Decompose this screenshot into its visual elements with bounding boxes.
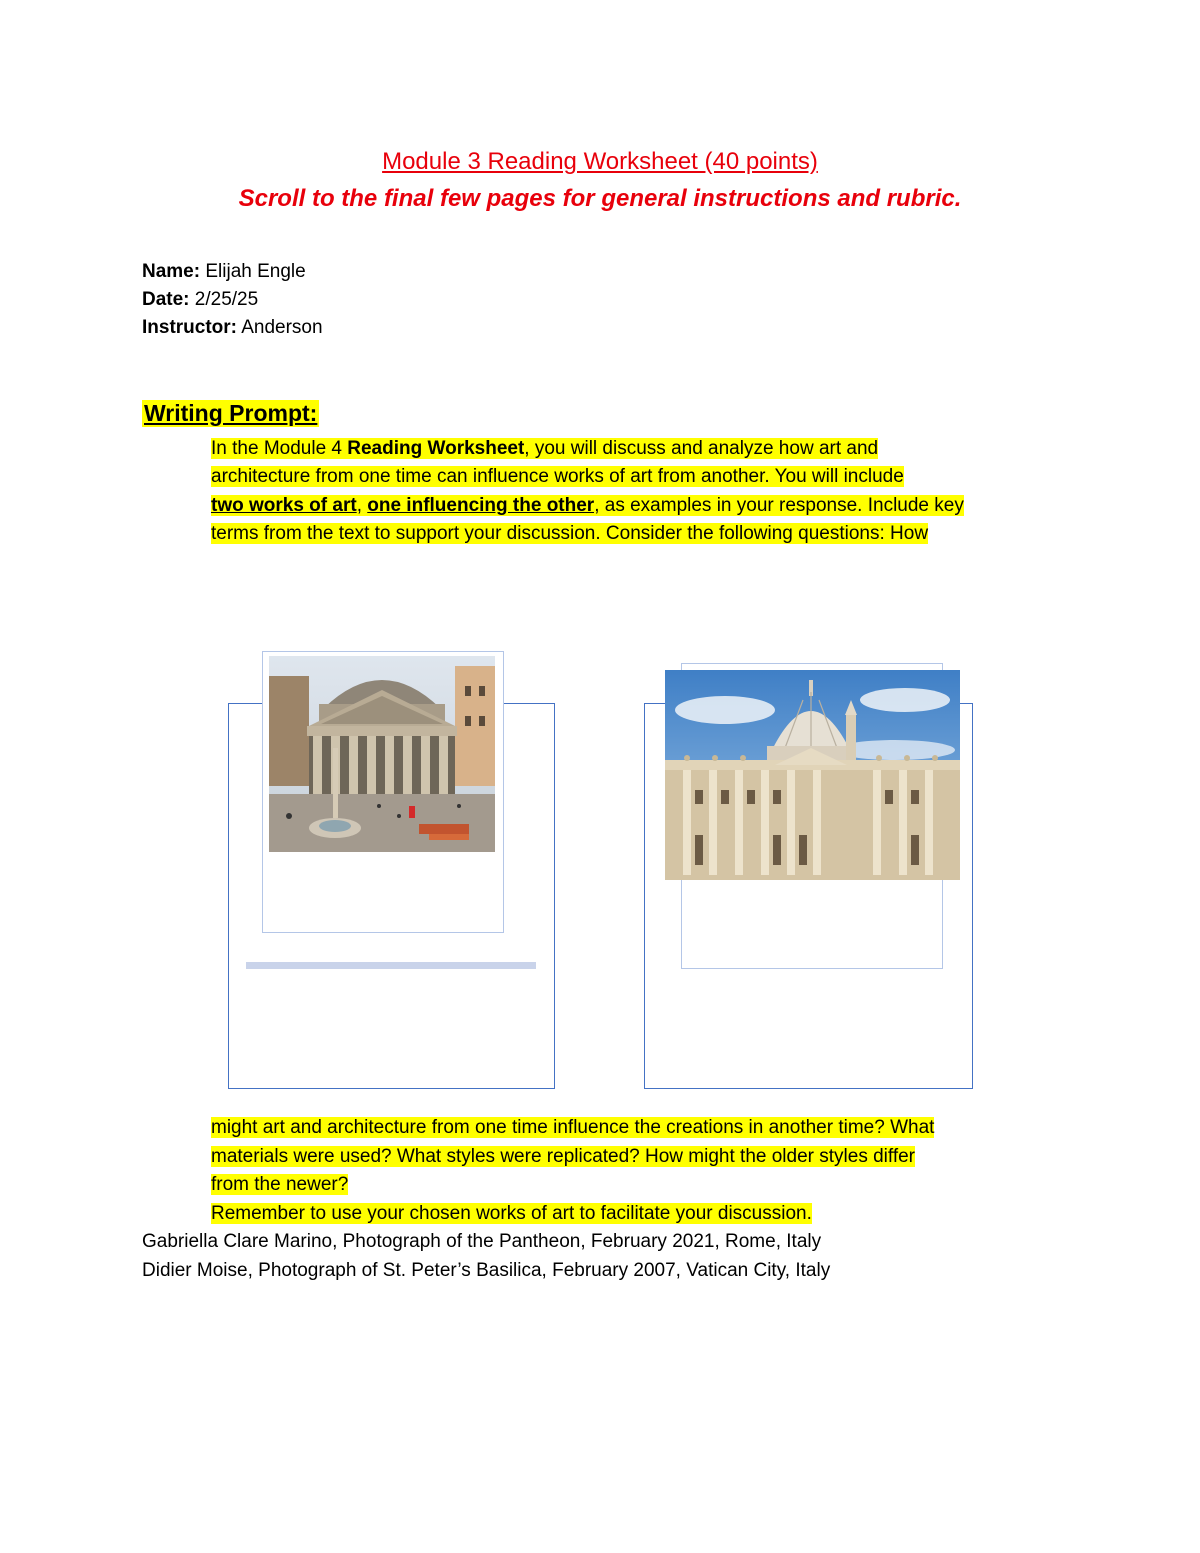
- prompt-text: from the newer?: [211, 1174, 349, 1195]
- prompt-line-2: [211, 463, 904, 491]
- prompt-text: architecture from one time can influence works of art from another. You will include: [211, 466, 904, 487]
- left-shadow-bar: [246, 962, 536, 969]
- writing-prompt-heading: Writing Prompt:: [144, 400, 318, 426]
- prompt-bold-text: one influencing the other: [367, 495, 595, 516]
- citation-pantheon: Gabriella Clare Marino, Photograph of the Pantheon, February 2021, Rome, Italy: [142, 1231, 822, 1252]
- prompt-text: might art and architecture from one time influence the creations in another time? What: [211, 1117, 935, 1138]
- prompt-text: , as examples in your response. Include key: [594, 495, 964, 516]
- worksheet-title: Module 3 Reading Worksheet (40 points): [382, 148, 818, 175]
- prompt-text: terms from the text to support your discussion. Consider the following questions: How: [211, 523, 929, 544]
- instructor-value: Anderson: [241, 317, 323, 338]
- prompt-text: In the Module 4: [211, 438, 348, 459]
- instructor-label: Instructor:: [142, 317, 237, 338]
- date-row: [142, 289, 258, 311]
- prompt-text: materials were used? What styles were replicated? How might the older styles differ: [211, 1146, 916, 1167]
- prompt-line-7: [211, 1171, 348, 1199]
- name-row: [142, 261, 306, 283]
- left-frame-gap: [229, 706, 245, 1006]
- prompt-line-3: [211, 492, 964, 520]
- prompt-text: ,: [356, 495, 368, 516]
- prompt-bold-text: two works of art: [211, 495, 357, 516]
- prompt-line-1: [211, 435, 878, 463]
- left-frame-gap: [537, 706, 553, 1006]
- right-frame-gap: [645, 706, 661, 1006]
- prompt-line-4: [211, 520, 928, 548]
- prompt-text: Remember to use your chosen works of art to facilitate your discussion.: [211, 1203, 812, 1224]
- date-label: Date:: [142, 289, 190, 310]
- date-value: 2/25/25: [194, 289, 259, 310]
- pantheon-photo: [269, 656, 495, 852]
- citation-basilica: Didier Moise, Photograph of St. Peter’s Basilica, February 2007, Vatican City, Italy: [142, 1260, 831, 1281]
- prompt-bold-text: Reading Worksheet: [347, 438, 525, 459]
- prompt-line-8: [211, 1200, 812, 1228]
- name-value: Elijah Engle: [205, 261, 306, 282]
- name-label: Name:: [142, 261, 201, 282]
- prompt-line-5: [211, 1114, 934, 1142]
- worksheet-subtitle: Scroll to the final few pages for general instructions and rubric.: [238, 185, 962, 212]
- prompt-text: , you will discuss and analyze how art and: [524, 438, 879, 459]
- basilica-photo: [665, 670, 960, 880]
- instructor-row: [142, 317, 323, 339]
- prompt-line-6: [211, 1143, 915, 1171]
